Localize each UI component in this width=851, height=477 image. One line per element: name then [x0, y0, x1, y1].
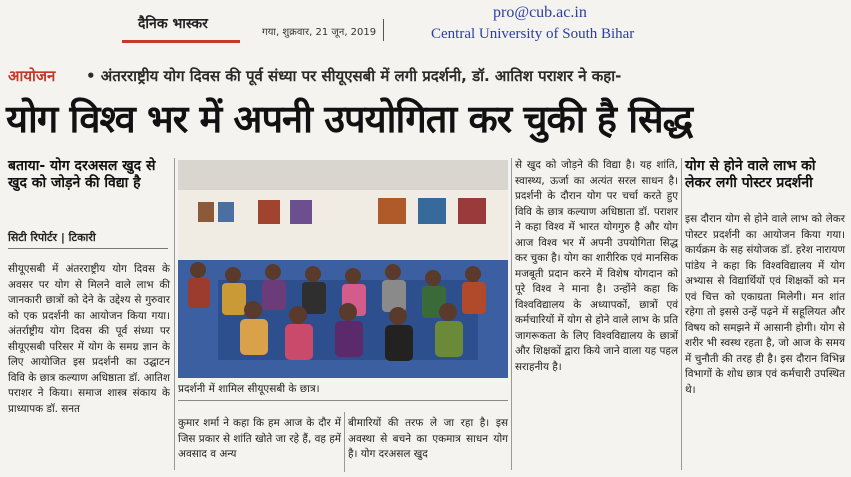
university-email[interactable]: pro@cub.ac.in	[493, 4, 587, 21]
headline: योग विश्व भर में अपनी उपयोगिता कर चुकी है सिद्ध	[6, 97, 693, 141]
caption-rule	[178, 400, 508, 401]
university-name: Central University of South Bihar	[431, 26, 635, 42]
newspaper-logo: दैनिक भास्कर	[138, 16, 208, 32]
column-divider	[344, 412, 345, 472]
subheadline: बताया- योग दरअसल खुद से खुद को जोड़ने की विद्या है	[8, 158, 156, 191]
masthead-divider	[383, 19, 384, 41]
article-column-2b: बीमारियों की तरफ ले जा रहा है। इस अवस्था से बचने का एकमात्र साधन योग है। योग दरअसल खुद	[348, 417, 508, 460]
article-column-3: से खुद को जोड़ने की विद्या है। यह शांति, स्वास्थ्य, ऊर्जा का अत्यंत सरल साधन है। प्रदर्शनी के दौरान योग पर चर्चा करते हुए विवि के छात्र कल्याण अधिष्ठाता डॉ. पराशर ने कहा विश्व में भारत योगगुरु है और योग आज विश्व भर में अपनी उपयोगिता सिद्ध कर चुका है। योग का शारीरिक एवं मानसिक मजबूती प्रदान करने में विशेष योगदान को पूरे विश्व ने माना है। उन्होंने कहा कि विश्वविद्यालय के अध्यापकों, छात्रों एवं कर्मचारियों में योग से होने वाले लाभ के प्रति जागरूकता के लिए विश्वविद्यालय के छात्रों और शिक्षकों द्वारा किये जाने वाला यह पहल सराहनीय है।	[515, 159, 678, 373]
kicker-text: • अंतरराष्ट्रीय योग दिवस की पूर्व संध्या पर सीयूएसबी में लगी प्रदर्शनी, डॉ. आतिश पराशर ने कहा-	[86, 67, 622, 85]
side-story-headline: योग से होने वाले लाभ को लेकर लगी पोस्टर प्रदर्शनी	[685, 158, 816, 191]
byline-rule	[8, 248, 168, 249]
logo-underline	[122, 40, 240, 43]
side-story-body: इस दौरान योग से होने वाले लाभ को लेकर पोस्टर प्रदर्शनी का आयोजन किया गया। कार्यक्रम के सह संयोजक डॉ. हरेश नारायण पांडेय ने कहा कि विश्वविद्यालय में योग अभ्यास से विद्यार्थियों एवं शिक्षकों को मन एवं चित्त को एकाग्रता मिलेगी। मन शांत रहेगा तो इससे उन्हें पढ़ने में सहूलियत और विषय को समझने में आसानी होगी। योग से शरीर भी स्वस्थ रहता है, जो आज के समय में चुनौती की तरह ही है। इस दौरान विभिन्न विभागों के शोध छात्र एवं कर्मचारी उपस्थित थे।	[685, 213, 845, 396]
column-divider	[511, 158, 512, 470]
column-divider	[174, 158, 175, 470]
edition-date: गया, शुक्रवार, 21 जून, 2019	[262, 27, 377, 38]
byline: सिटी रिपोर्टर | टिकारी	[8, 231, 96, 244]
yoga-exhibition-photo	[178, 160, 508, 378]
kicker-label: आयोजन	[8, 67, 56, 85]
photo-caption: प्रदर्शनी में शामिल सीयूएसबी के छात्र।	[178, 383, 320, 395]
article-column-2: कुमार शर्मा ने कहा कि हम आज के दौर में जिस प्रकार से शांति खोते जा रहे हैं, वह हमें अवसाद व अन्य	[178, 417, 341, 460]
article-column-1: सीयूएसबी में अंतरराष्ट्रीय योग दिवस के अवसर पर योग से मिलने वाले लाभ की जानकारी छात्रों को देने के उद्देश्य से गुरुवार को एक प्रदर्शनी का आयोजन किया गया। अंतर्राष्ट्रीय योग दिवस की पूर्व संध्या पर सीयूएसबी परिसर में योग के समग्र ज्ञान के लिए आयोजित इस प्रदर्शनी का उद्घाटन विवि के छात्र कल्याण अधिष्ठाता डॉ. आतिश पराशर ने किया। समाज शास्त्र संकाय के प्राध्यापक डॉ. सनत	[8, 263, 170, 415]
column-divider	[681, 158, 682, 470]
